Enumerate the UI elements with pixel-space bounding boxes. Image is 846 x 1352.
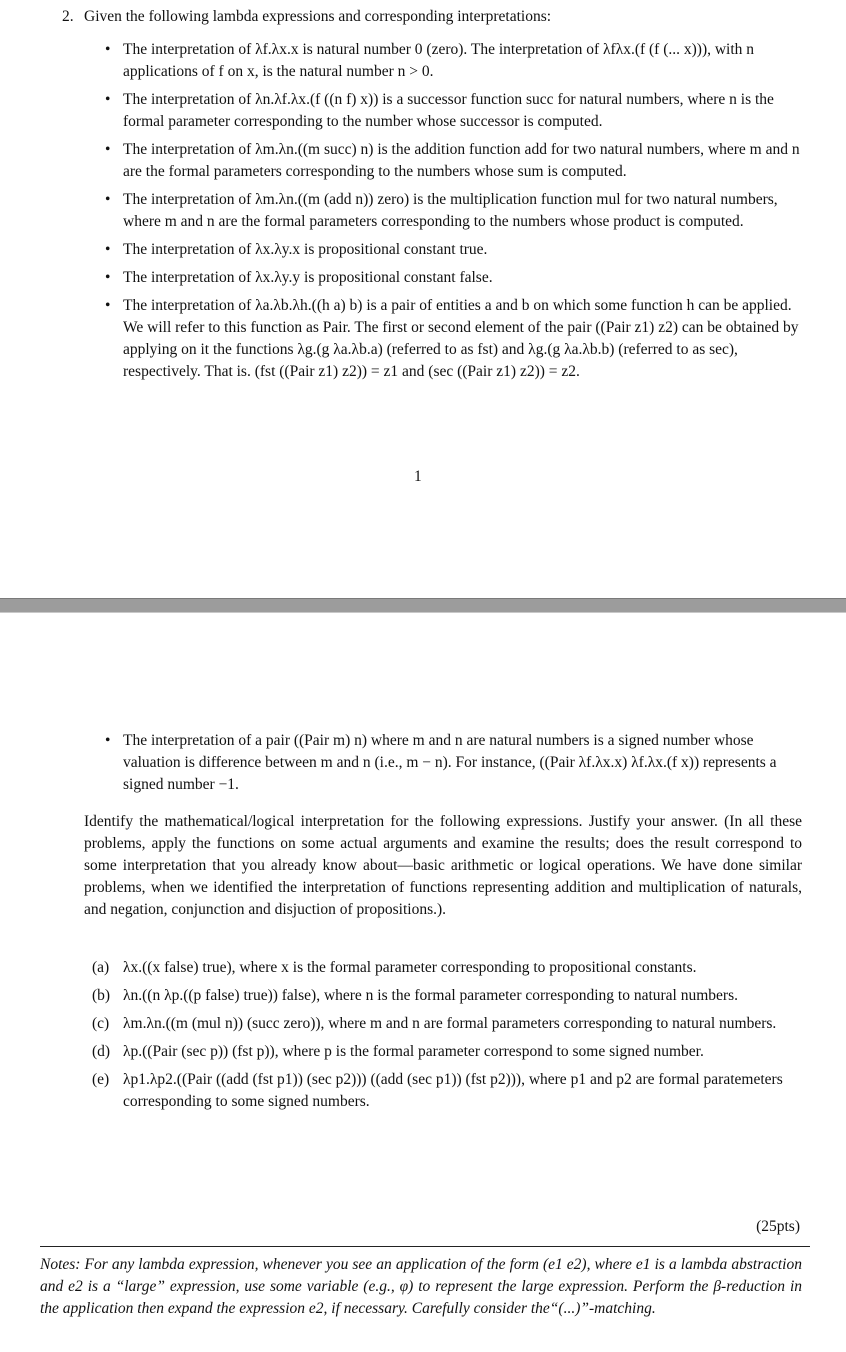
notes-divider xyxy=(40,1246,810,1247)
bullet-true xyxy=(102,239,807,261)
part-a xyxy=(92,957,802,979)
bullet-icon: • xyxy=(105,297,111,314)
bullet-text: The interpretation of λn.λf.λx.(f ((n f) x)) is a successor function succ for natural numbers, where n is the formal parameter corresponding to the number whose successor is computed. xyxy=(123,91,774,130)
part-label: (b) xyxy=(92,987,111,1004)
part-e xyxy=(92,1069,802,1113)
part-label: (d) xyxy=(92,1043,111,1060)
part-text: λp1.λp2.((Pair ((add (fst p1)) (sec p2))) ((add (sec p1)) (fst p2))), where p1 and p2 are formal paratemeters corresponding to some signed numbers. xyxy=(123,1071,783,1110)
question-intro: Given the following lambda expressions and corresponding interpretations: xyxy=(84,8,552,25)
bullet-false xyxy=(102,267,807,289)
bullet-icon: • xyxy=(105,41,111,58)
instructions-paragraph: Identify the mathematical/logical interpretation for the following expressions. Justify your answer. (In all these problems, apply the functions on some actual arguments and examine the results; does the result correspond to some interpretation that you already know about—basic arithmetic or logical operations. We have done similar problems, when we identified the interpretation of functions representing addition and multiplication of naturals, and negation, conjunction and disjuction of propositions.). xyxy=(84,813,802,918)
bullet-icon: • xyxy=(105,269,111,286)
interpretation-list-continued xyxy=(102,730,807,802)
part-b xyxy=(92,985,802,1007)
bullet-zero-and-naturals xyxy=(102,39,807,83)
bullet-signed-number xyxy=(102,730,807,796)
bullet-text: The interpretation of λa.λb.λh.((h a) b) is a pair of entities a and b on which some function h can be applied. We will refer to this function as Pair. The first or second element of the pair ((Pair z1) z2) can be obtained by applying on it the functions λg.(g λa.λb.a) (referred to as fst) and λg.(g λa.λb.b) (referred to as sec), respectively. That is. (fst ((Pair z1) z2)) = z1 and (sec ((Pair z1) z2)) = z2. xyxy=(123,297,799,380)
part-text: λm.λn.((m (mul n)) (succ zero)), where m and n are formal parameters corresponding to natural numbers. xyxy=(123,1015,777,1032)
notes-paragraph: Notes: For any lambda expression, whenever you see an application of the form (e1 e2), where e1 is a lambda abstraction and e2 is a “large” expression, use some variable (e.g., φ) to represent the large expression. Perform the β-reduction in the application then expand the expression e2, if necessary. Carefully consider the“(...)”-matching. xyxy=(40,1256,802,1317)
bullet-icon: • xyxy=(105,191,111,208)
bullet-icon: • xyxy=(105,141,111,158)
bullet-addition xyxy=(102,139,807,183)
interpretation-list xyxy=(102,39,807,389)
bullet-text: The interpretation of λm.λn.((m (add n)) zero) is the multiplication function mul for two natural numbers, where m and n are the formal parameters corresponding to the numbers whose product is computed. xyxy=(123,191,778,230)
part-c xyxy=(92,1013,802,1035)
bullet-pair xyxy=(102,295,807,383)
bullet-text: The interpretation of λx.λy.x is propositional constant true. xyxy=(123,241,488,258)
bullet-icon: • xyxy=(105,241,111,258)
part-label: (c) xyxy=(92,1015,110,1032)
points-label: (25pts) xyxy=(756,1218,800,1235)
part-text: λx.((x false) true), where x is the formal parameter corresponding to propositional constants. xyxy=(123,959,697,976)
part-text: λn.((n λp.((p false) true)) false), where n is the formal parameter corresponding to natural numbers. xyxy=(123,987,738,1004)
bullet-icon: • xyxy=(105,91,111,108)
page-number: 1 xyxy=(414,468,422,485)
bullet-multiplication xyxy=(102,189,807,233)
bullet-text: The interpretation of λx.λy.y is propositional constant false. xyxy=(123,269,493,286)
bullet-text: The interpretation of λm.λn.((m succ) n) is the addition function add for two natural numbers, where m and n are the formal parameters corresponding to the numbers whose sum is computed. xyxy=(123,141,800,180)
bullet-text: The interpretation of λf.λx.x is natural number 0 (zero). The interpretation of λfλx.(f (f (... x))), with n applications of f on x, is the natural number n > 0. xyxy=(123,41,755,80)
page-separator xyxy=(0,598,846,613)
part-d xyxy=(92,1041,802,1063)
sub-questions xyxy=(92,957,802,1119)
question-number: 2. xyxy=(62,8,74,25)
bullet-icon: • xyxy=(105,732,111,749)
part-text: λp.((Pair (sec p)) (fst p)), where p is the formal parameter correspond to some signed number. xyxy=(123,1043,704,1060)
part-label: (e) xyxy=(92,1071,110,1088)
bullet-text: The interpretation of a pair ((Pair m) n) where m and n are natural numbers is a signed number whose valuation is difference between m and n (i.e., m − n). For instance, ((Pair λf.λx.x) λf.λx.(f x)) represents a signed number −1. xyxy=(123,732,777,793)
part-label: (a) xyxy=(92,959,110,976)
bullet-successor xyxy=(102,89,807,133)
